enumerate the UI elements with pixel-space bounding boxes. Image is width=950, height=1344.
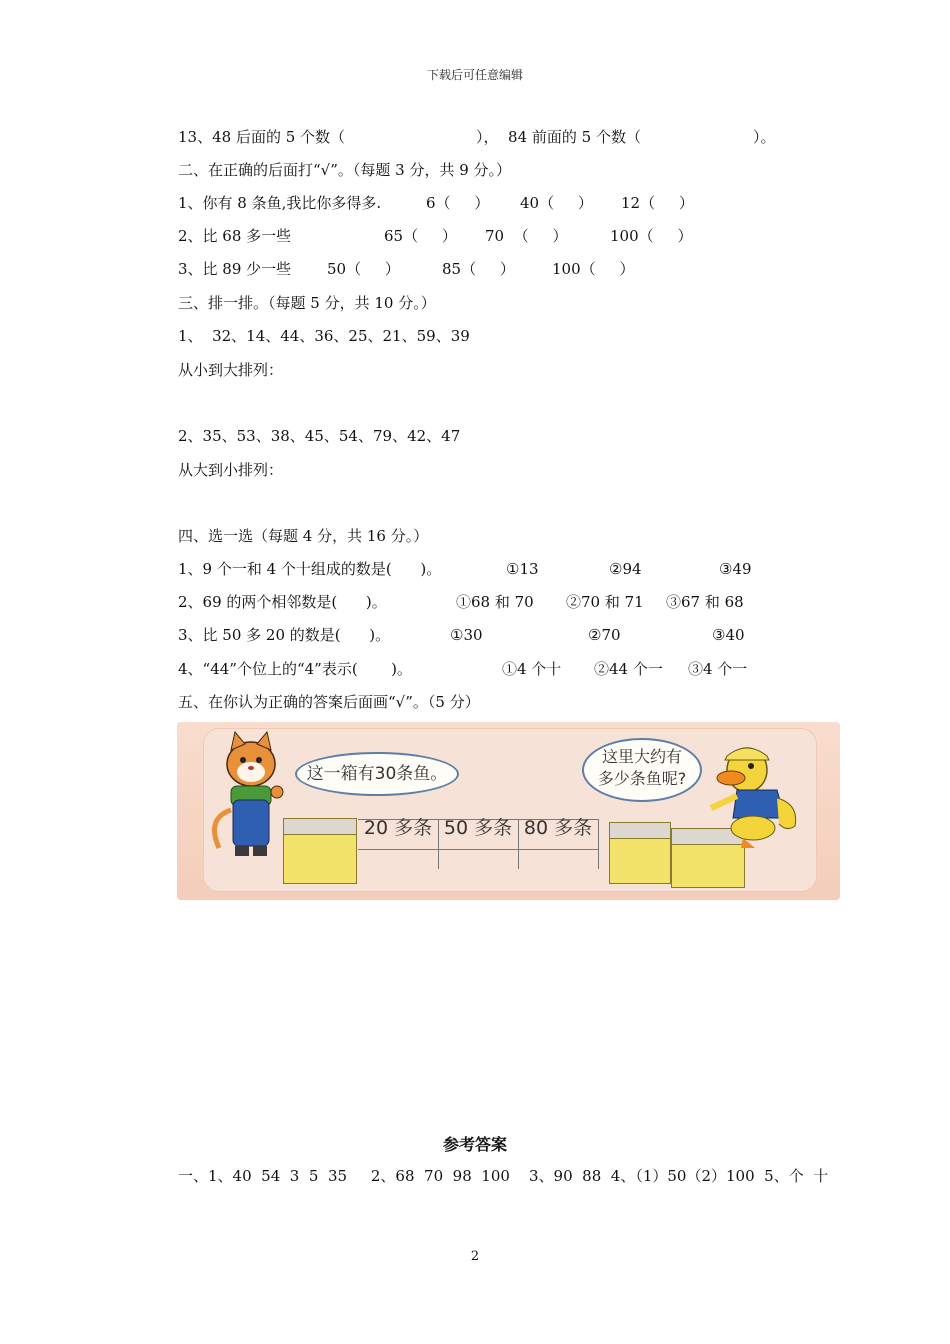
question-text: ①68 和 70 — [456, 593, 534, 611]
question-text: 三、排一排。（每题 5 分，共 10 分。） — [178, 294, 436, 312]
question-text: 100（ ） — [552, 260, 635, 278]
question-text: 1、9 个一和 4 个十组成的数是( )。 — [178, 560, 442, 578]
answer-line: 一、1、40 54 3 5 35 2、68 70 98 100 3、90 88 4、（1）50（2）100 5、个 十 — [178, 1167, 829, 1185]
question-text: 4、“44”个位上的“4”表示( )。 — [178, 660, 412, 678]
fish-box — [671, 844, 745, 888]
question-text: 40（ ） — [520, 194, 593, 212]
question-text: 100（ ） — [610, 227, 693, 245]
question-text: 2、69 的两个相邻数是( )。 — [178, 593, 387, 611]
duck-character-icon — [707, 734, 807, 850]
question-text: 五、在你认为正确的答案后面画“√”。（5 分） — [178, 693, 480, 711]
fish-illustration — [177, 722, 840, 900]
option-80: 80 多条 — [523, 817, 593, 839]
question-text: ③40 — [712, 626, 745, 644]
question-text: 12（ ） — [621, 194, 694, 212]
fish-box — [283, 834, 357, 884]
options-table — [358, 803, 598, 869]
table-line — [598, 819, 599, 869]
cat-speech-bubble: 这一箱有30条鱼。 — [295, 752, 459, 796]
duck-speech-bubble — [582, 738, 702, 802]
question-text: ②44 个一 — [594, 660, 663, 678]
question-text: ）。 — [753, 128, 776, 146]
question-text: ①13 — [506, 560, 539, 578]
question-text: ②70 和 71 — [566, 593, 644, 611]
question-text: ）， 84 前面的 5 个数（ — [476, 128, 641, 146]
question-text: ①4 个十 — [502, 660, 562, 678]
option-50: 50 多条 — [443, 817, 513, 839]
duck-speech-line1: 这里大约有 — [601, 747, 682, 766]
question-text: ③4 个一 — [688, 660, 748, 678]
question-text: 从大到小排列： — [178, 461, 284, 479]
question-text: 1、 32、14、44、36、25、21、59、39 — [178, 327, 470, 345]
question-text: ③67 和 68 — [666, 593, 744, 611]
question-text: 2、35、53、38、45、54、79、42、47 — [178, 427, 461, 445]
question-text: 1、你有 8 条鱼,我比你多得多. — [178, 194, 382, 212]
question-text: 四、选一选（每题 4 分，共 16 分。） — [178, 527, 429, 545]
table-line — [358, 849, 598, 850]
question-text: ①30 — [450, 626, 483, 644]
question-text: 二、在正确的后面打“√”。（每题 3 分，共 9 分。） — [178, 161, 512, 179]
question-text: 6（ ） — [426, 194, 490, 212]
answer-title: 参考答案 — [442, 1135, 507, 1154]
question-text: 2、比 68 多一些 — [178, 227, 292, 245]
question-text: ②94 — [609, 560, 642, 578]
page-header: 下载后可任意编辑 — [426, 68, 523, 82]
question-text: 65（ ） — [384, 227, 457, 245]
question-text: 50（ ） — [327, 260, 400, 278]
duck-speech-line2: 多少条鱼呢? — [597, 769, 687, 788]
question-text: 85（ ） — [442, 260, 515, 278]
question-text: ②70 — [588, 626, 621, 644]
option-20: 20 多条 — [363, 817, 433, 839]
question-text: 从小到大排列： — [178, 361, 284, 379]
question-text: 13、48 后面的 5 个数（ — [178, 128, 346, 146]
fish-box — [609, 838, 671, 884]
page-number: 2 — [470, 1249, 480, 1264]
question-text: ③49 — [719, 560, 752, 578]
question-text: 3、比 50 多 20 的数是( )。 — [178, 626, 391, 644]
question-text: 3、比 89 少一些 — [178, 260, 292, 278]
question-text: 70 （ ） — [485, 227, 568, 245]
